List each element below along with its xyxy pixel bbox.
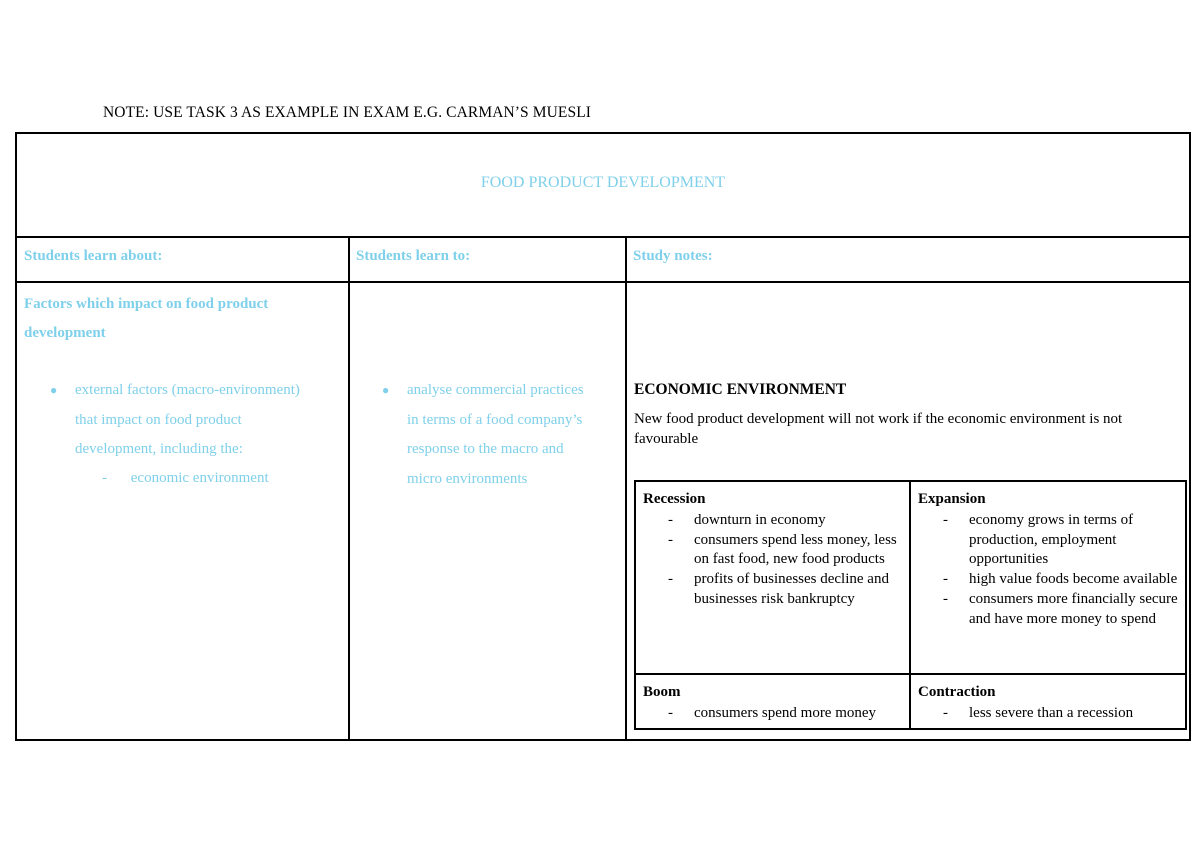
- learn-about-heading-line: development: [24, 325, 106, 341]
- header-study-notes: Study notes:: [633, 248, 713, 264]
- list-item: - profits of businesses decline and businesses risk bankruptcy: [643, 570, 905, 609]
- economic-phases-table: [634, 480, 1187, 730]
- list-item: - economy grows in terms of production, employment opportunities: [918, 511, 1182, 570]
- list-item: - downturn in economy: [643, 511, 905, 531]
- list-item: - high value foods become available: [918, 570, 1182, 590]
- expansion-title: Expansion: [918, 491, 986, 507]
- bullet-icon: ●: [382, 383, 390, 397]
- page-note: NOTE: USE TASK 3 AS EXAMPLE IN EXAM E.G. CARMAN’S MUESLI: [103, 104, 592, 121]
- contraction-title: Contraction: [918, 684, 996, 700]
- list-item: - consumers more financially secure and have more money to spend: [918, 590, 1182, 629]
- phases-row-divider: [636, 673, 1185, 675]
- header-divider: [17, 281, 1189, 283]
- recession-title: Recession: [643, 491, 706, 507]
- boom-title: Boom: [643, 684, 681, 700]
- bullet-line: response to the macro and: [407, 441, 564, 457]
- header-learn-to: Students learn to:: [356, 248, 471, 264]
- table-title: FOOD PRODUCT DEVELOPMENT: [480, 174, 726, 191]
- economic-environment-description: New food product development will not work if the economic environment is not favourable: [634, 411, 1123, 447]
- bullet-line: development, including the:: [75, 441, 243, 457]
- economic-environment-title: ECONOMIC ENVIRONMENT: [634, 381, 847, 398]
- list-item: - less severe than a recession: [918, 704, 1182, 724]
- table-title-row: [17, 134, 1189, 238]
- bullet-line: in terms of a food company’s: [407, 411, 583, 428]
- learn-about-heading-line: Factors which impact on food product: [24, 296, 269, 312]
- header-learn-about: Students learn about:: [24, 248, 163, 264]
- phases-column-divider: [909, 482, 911, 728]
- bullet-icon: ●: [50, 383, 58, 397]
- bullet-line: external factors (macro-environment): [75, 382, 300, 398]
- list-item: - consumers spend less money, less on fast food, new food products: [643, 531, 905, 570]
- expansion-list: [918, 511, 1182, 629]
- learn-about-subitem: - economic environment: [102, 470, 269, 486]
- bullet-line: micro environments: [407, 470, 528, 487]
- bullet-line: analyse commercial practices: [407, 382, 584, 398]
- dash-icon: -: [102, 470, 107, 486]
- list-item: - consumers spend more money: [643, 704, 905, 724]
- column-divider-2: [625, 238, 627, 741]
- column-divider-1: [348, 238, 350, 741]
- learn-about-heading: [24, 290, 334, 348]
- recession-list: [643, 511, 905, 610]
- boom-list: [643, 704, 905, 724]
- course-table: [15, 132, 1191, 741]
- contraction-list: [918, 704, 1182, 724]
- bullet-line: that impact on food product: [75, 411, 242, 428]
